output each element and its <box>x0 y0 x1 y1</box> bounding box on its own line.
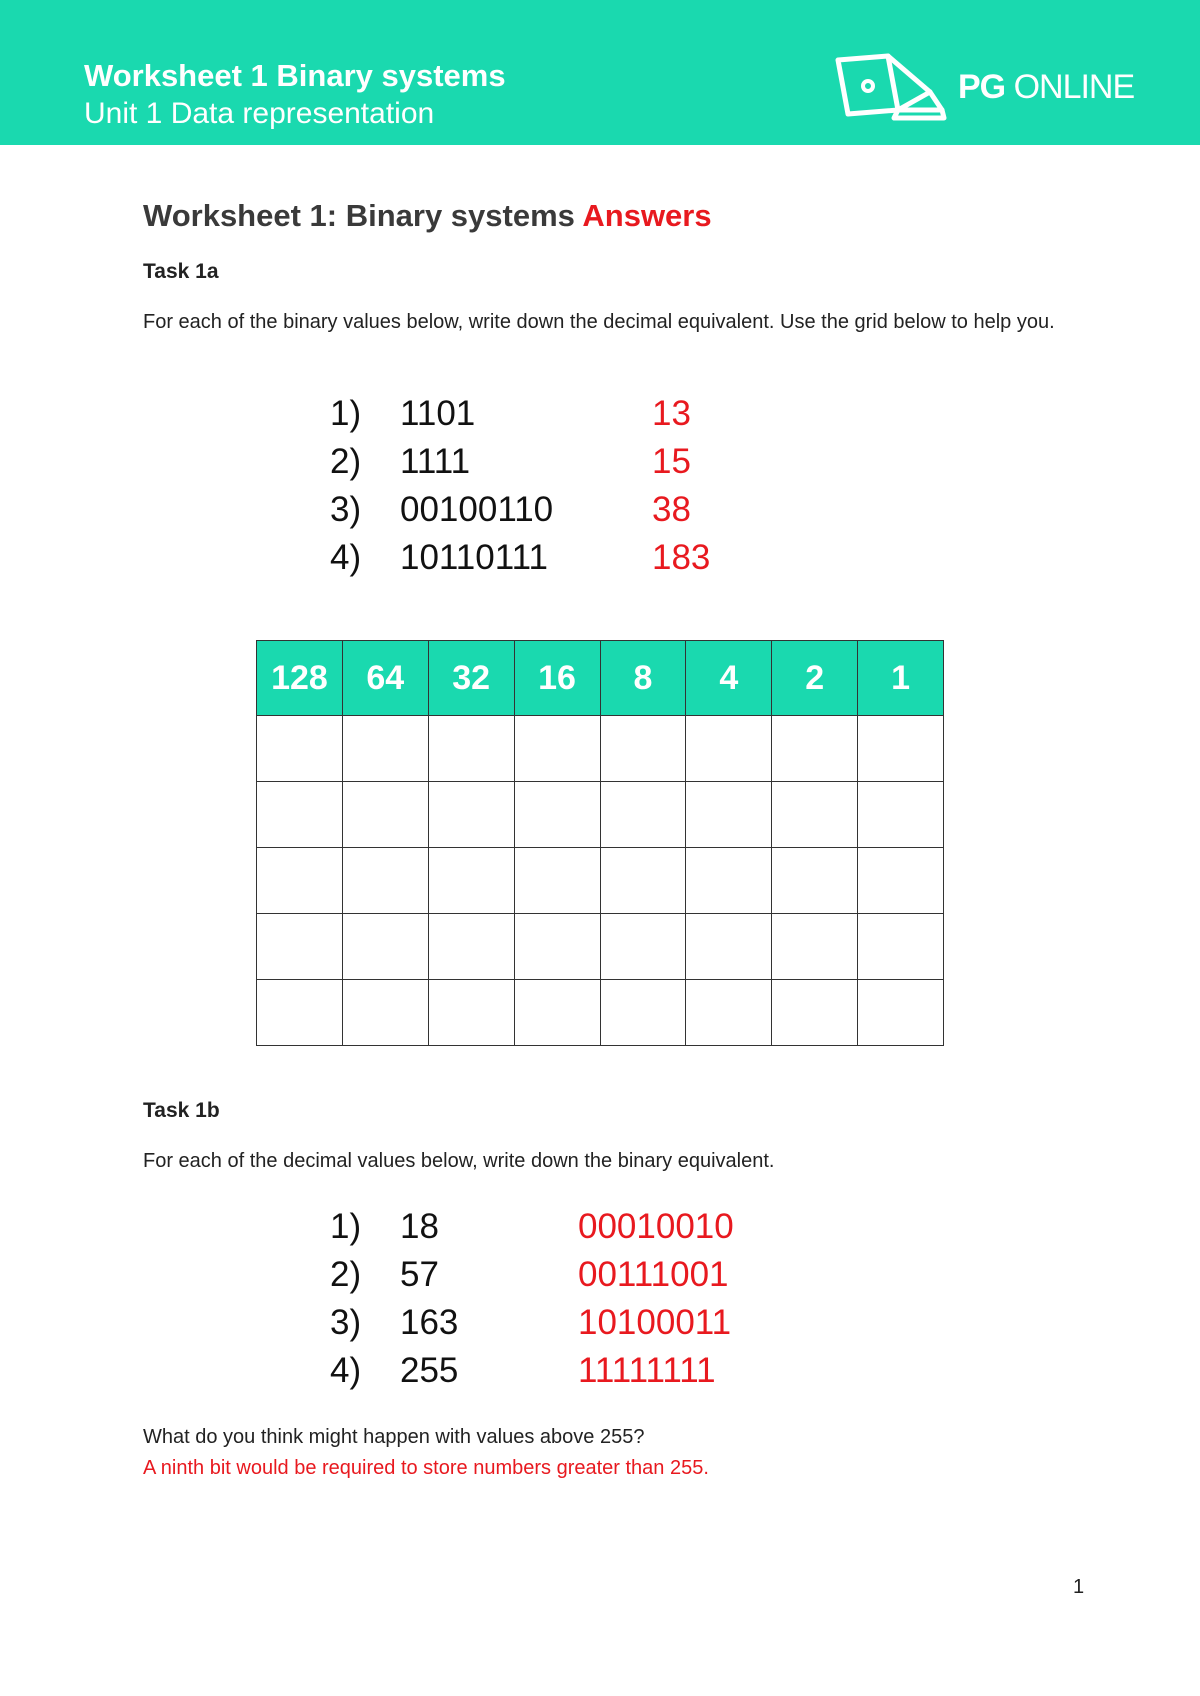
grid-cell <box>600 716 686 782</box>
grid-cell <box>342 782 428 848</box>
grid-header-cell: 32 <box>428 641 514 716</box>
decimal-value: 18 <box>400 1207 439 1246</box>
grid-cell <box>257 914 343 980</box>
grid-cell <box>772 782 858 848</box>
page-title-main: Worksheet 1: Binary systems <box>143 198 575 233</box>
laptop-logo-icon <box>832 52 952 124</box>
grid-cell <box>514 782 600 848</box>
binary-answer: 10100011 <box>578 1303 732 1342</box>
grid-cell <box>342 848 428 914</box>
item-number: 3) <box>330 490 362 529</box>
grid-cell <box>428 979 514 1045</box>
grid-cell <box>686 782 772 848</box>
grid-cell <box>686 848 772 914</box>
grid-cell <box>600 848 686 914</box>
grid-cell <box>600 914 686 980</box>
page-title-answers: Answers <box>582 198 712 233</box>
grid-row <box>257 979 944 1045</box>
binary-value: 00100110 <box>400 490 554 529</box>
grid-cell <box>600 782 686 848</box>
header-title: Worksheet 1 Binary systems <box>84 58 506 93</box>
decimal-value: 255 <box>400 1351 459 1390</box>
header-subtitle: Unit 1 Data representation <box>84 97 435 130</box>
grid-header-cell: 1 <box>858 641 944 716</box>
grid-header-row <box>257 641 944 716</box>
grid-cell <box>514 914 600 980</box>
page-number: 1 <box>1073 1576 1085 1598</box>
grid-row <box>257 782 944 848</box>
binary-answer: 00111001 <box>578 1255 729 1294</box>
task-1b-question: What do you think might happen with values above 255? <box>143 1426 645 1448</box>
grid-cell <box>428 914 514 980</box>
decimal-answer: 38 <box>652 490 691 529</box>
grid-header-cell: 4 <box>686 641 772 716</box>
grid-row <box>257 716 944 782</box>
header-bar <box>0 0 1200 145</box>
place-value-grid <box>256 640 944 1046</box>
grid-cell <box>772 979 858 1045</box>
brand-logo-bold: PG <box>958 68 1006 106</box>
binary-answer: 00010010 <box>578 1207 734 1246</box>
task-1b-answer: A ninth bit would be required to store numbers greater than 255. <box>143 1457 709 1479</box>
grid-cell <box>257 782 343 848</box>
task-1a-instruction: For each of the binary values below, write down the decimal equivalent. Use the grid below to help you. <box>143 311 1055 333</box>
grid-header-cell: 16 <box>514 641 600 716</box>
task-1b-heading: Task 1b <box>143 1099 220 1122</box>
grid-cell <box>858 979 944 1045</box>
grid-header-cell: 8 <box>600 641 686 716</box>
item-number: 3) <box>330 1303 362 1342</box>
task-1b-instruction: For each of the decimal values below, write down the binary equivalent. <box>143 1150 775 1172</box>
brand-logo-rest: ONLINE <box>1013 68 1135 106</box>
grid-cell <box>257 848 343 914</box>
grid-header-cell: 64 <box>342 641 428 716</box>
grid-cell <box>772 716 858 782</box>
grid-cell <box>686 914 772 980</box>
grid-cell <box>686 979 772 1045</box>
grid-cell <box>257 716 343 782</box>
grid-cell <box>342 914 428 980</box>
binary-value: 1101 <box>400 394 476 433</box>
grid-row <box>257 914 944 980</box>
task-1a-heading: Task 1a <box>143 260 219 283</box>
grid-cell <box>772 914 858 980</box>
item-number: 2) <box>330 1255 362 1294</box>
decimal-value: 163 <box>400 1303 459 1342</box>
item-number: 4) <box>330 1351 362 1390</box>
decimal-answer: 13 <box>652 394 691 433</box>
grid-cell <box>257 979 343 1045</box>
grid-cell <box>514 716 600 782</box>
grid-header-cell: 128 <box>257 641 343 716</box>
grid-cell <box>514 848 600 914</box>
grid-cell <box>858 716 944 782</box>
item-number: 4) <box>330 538 362 577</box>
brand-logo-text <box>958 68 1134 107</box>
grid-cell <box>858 782 944 848</box>
grid-cell <box>342 716 428 782</box>
grid-cell <box>514 979 600 1045</box>
binary-value: 10110111 <box>400 538 548 577</box>
grid-cell <box>772 848 858 914</box>
grid-cell <box>428 782 514 848</box>
grid-cell <box>858 848 944 914</box>
binary-value: 1111 <box>400 442 471 481</box>
grid-cell <box>600 979 686 1045</box>
grid-cell <box>428 716 514 782</box>
binary-answer: 11111111 <box>578 1351 716 1390</box>
grid-cell <box>342 979 428 1045</box>
decimal-answer: 15 <box>652 442 691 481</box>
grid-cell <box>858 914 944 980</box>
item-number: 1) <box>330 394 362 433</box>
page-title <box>143 198 712 234</box>
grid-cell <box>428 848 514 914</box>
item-number: 1) <box>330 1207 362 1246</box>
grid-cell <box>686 716 772 782</box>
decimal-value: 57 <box>400 1255 439 1294</box>
grid-header-cell: 2 <box>772 641 858 716</box>
grid-row <box>257 848 944 914</box>
item-number: 2) <box>330 442 362 481</box>
decimal-answer: 183 <box>652 538 711 577</box>
